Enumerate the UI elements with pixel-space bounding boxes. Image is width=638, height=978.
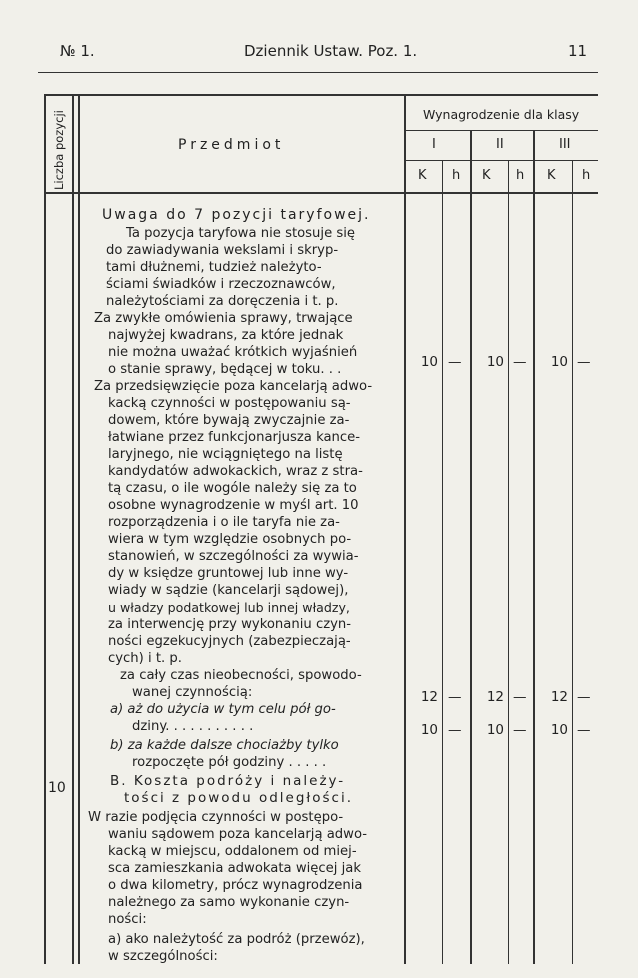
text-line: Uwaga do 7 pozycji taryfowej. [102,207,371,223]
subject-header: Przedmiot [178,137,285,153]
text-line: sca zamieszkania adwokata więcej jak [108,861,361,876]
unit-h-2: h [516,168,525,183]
fee-h-class-2: — [513,689,527,705]
fee-h-class-3: — [577,354,591,370]
journal-title: Dziennik Ustaw. Poz. 1. [244,42,418,60]
text-line: o stanie sprawy, będącej w toku. . . [108,362,342,377]
position-number: 10 [48,780,66,796]
text-line: w szczególności: [108,949,218,964]
fee-h-class-1: — [448,722,462,738]
text-line: waniu sądowem poza kancelarją adwo- [108,827,368,842]
fee-h-class-2: — [513,354,527,370]
unit-k-1: K [418,168,427,183]
fee-k-class-3: 10 [550,722,568,738]
fee-k-class-1: 10 [420,354,438,370]
text-line: za cały czas nieobecności, spowodo- [120,668,362,683]
text-line: dowem, które bywają zwyczajnie za- [108,413,350,428]
text-line: cych) i t. p. [108,651,182,666]
class-3-header: III [559,137,571,152]
fee-h-class-2: — [513,722,527,738]
text-line: wiady w sądzie (kancelarji sądowej), [108,583,349,598]
text-line: b) za każde dalsze chociażby tylko [110,738,339,753]
fee-k-class-2: 10 [486,722,504,738]
unit-h-1: h [452,168,461,183]
text-line: kandydatów adwokackich, wraz z stra- [108,464,363,479]
fee-k-class-1: 12 [420,689,438,705]
text-line: dy w księdze gruntowej lub inne wy- [108,566,349,581]
text-line: tości z powodu odległości. [124,790,354,806]
fee-h-class-3: — [577,722,591,738]
text-line: należytościami za doręczenia i t. p. [106,294,339,309]
text-line: wiera w tym względzie osobnych po- [108,532,352,547]
text-line: W razie podjęcia czynności w postępo- [88,810,344,825]
unit-h-3: h [582,168,591,183]
text-line: B. Koszta podróży i należy- [110,773,346,789]
text-line: ności egzekucyjnych (zabezpieczają- [108,634,351,649]
text-line: Za przedsięwzięcie poza kancelarją adwo- [94,379,373,394]
text-line: kacką czynności w postępowaniu są- [108,396,351,411]
text-line: ściami świadków i rzeczoznawców, [106,277,336,292]
text-line: a) aż do użycia w tym celu pół go- [110,702,336,717]
page-number: 11 [568,42,588,60]
text-line: rozpoczęte pół godziny . . . . . [132,755,327,770]
text-line: a) ako należytość za podróż (przewóz), [108,932,365,947]
text-line: tą czasu, o ile wogóle należy się za to [108,481,357,496]
text-line: łatwiane przez funkcjonarjusza kance- [108,430,361,445]
text-line: stanowień, w szczególności za wywia- [108,549,359,564]
fee-k-class-3: 10 [550,354,568,370]
class-1-header: I [432,137,436,152]
text-line: laryjnego, nie wciągniętego na listę [108,447,343,462]
issue-number: № 1. [60,42,95,60]
text-line: osobne wynagrodzenie w myśl art. 10 [108,498,359,513]
fee-header: Wynagrodzenie dla klasy [423,107,580,122]
text-line: rozporządzenia i o ile taryfa nie za- [108,515,340,530]
text-line: ności: [108,912,147,927]
fee-h-class-1: — [448,689,462,705]
fee-h-class-3: — [577,689,591,705]
text-line: Za zwykłe omówienia sprawy, trwające [94,311,353,326]
position-count-header: Liczba pozycji [52,110,66,190]
fee-h-class-1: — [448,354,462,370]
text-line: najwyżej kwadrans, za które jednak [108,328,344,343]
text-line: do zawiadywania wekslami i skryp- [106,243,339,258]
text-line: tami dłużnemi, tudzież należyto- [106,260,322,275]
fee-k-class-2: 10 [486,354,504,370]
fee-k-class-3: 12 [550,689,568,705]
text-line: wanej czynnością: [132,685,253,700]
text-line: Ta pozycja taryfowa nie stosuje się [126,226,356,241]
header-rule [38,72,598,73]
text-line: u władzy podatkowej lub innej władzy, [108,600,350,615]
text-line: kacką w miejscu, oddalonem od miej- [108,844,357,859]
text-line: należnego za samo wykonanie czyn- [108,895,350,910]
fee-k-class-1: 10 [420,722,438,738]
fee-k-class-2: 12 [486,689,504,705]
unit-k-3: K [547,168,556,183]
text-line: o dwa kilometry, prócz wynagrodzenia [108,878,363,893]
class-2-header: II [496,137,504,152]
text-line: nie można uważać krótkich wyjaśnień [108,345,358,360]
unit-k-2: K [482,168,491,183]
text-line: dziny. . . . . . . . . . . [132,719,254,734]
text-line: za interwencję przy wykonaniu czyn- [108,617,352,632]
